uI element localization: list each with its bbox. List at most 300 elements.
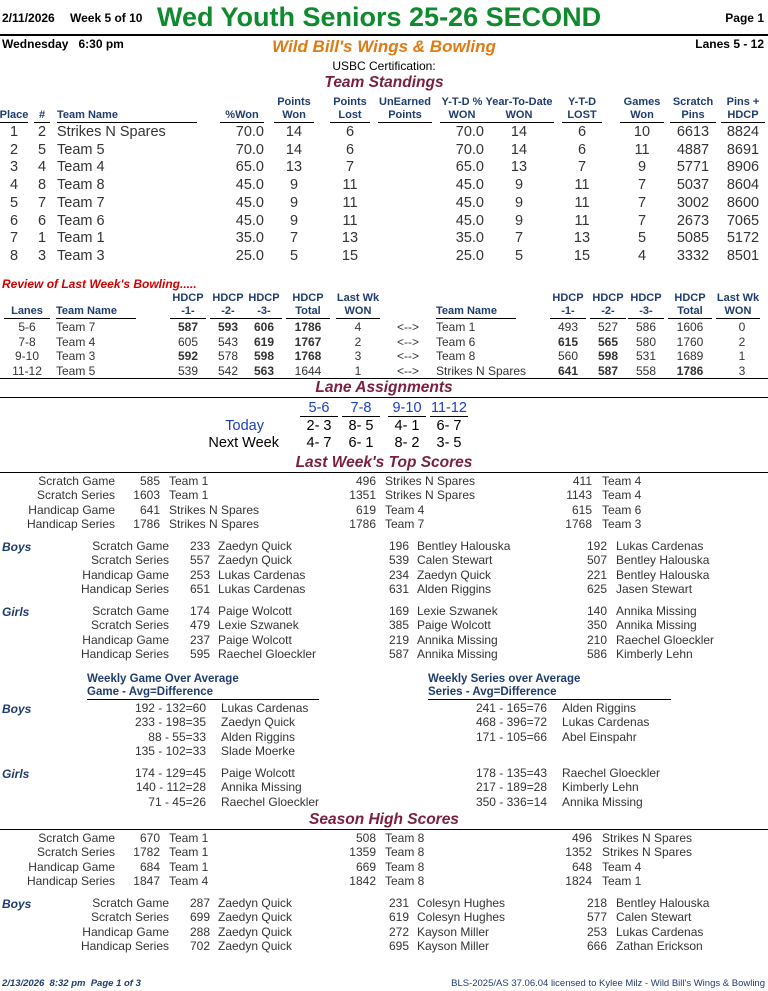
score-value: 1352 xyxy=(565,845,592,860)
review-score-b: 586 xyxy=(635,320,657,334)
standings-header-ytdwon: Year-To-Date WON xyxy=(485,96,553,121)
score-name: Team 8 xyxy=(385,859,425,874)
standings-row-4-pinshdcp: 8604 xyxy=(726,177,760,194)
score-value: 287 xyxy=(189,896,210,910)
standings-row-1-games: 10 xyxy=(633,124,651,140)
category-label: Handicap Game xyxy=(82,567,169,582)
standings-row-6-num: 6 xyxy=(37,212,47,229)
lane-assignments-title: Lane Assignments xyxy=(315,379,453,396)
page-number: Page 1 xyxy=(725,11,764,25)
score-name: Team 7 xyxy=(385,516,425,531)
category-label: Handicap Series xyxy=(80,581,169,596)
standings-row-7-ptswon: 7 xyxy=(289,230,299,247)
review-score-b: 615 xyxy=(557,334,579,349)
standings-row-3-ptswon: 13 xyxy=(285,159,303,176)
over-name: Lukas Cardenas xyxy=(562,715,650,730)
category-label: Scratch Game xyxy=(38,831,115,845)
score-value: 210 xyxy=(586,632,607,647)
category-label: Scratch Series xyxy=(36,845,115,860)
review-score-a: 578 xyxy=(217,349,239,363)
review-header-won: Last Wk WON xyxy=(336,292,380,317)
standings-row-3-games: 9 xyxy=(637,159,647,176)
review-arrow: <--> xyxy=(397,334,420,349)
standings-row-6-team: Team 6 xyxy=(57,212,105,229)
score-value: 272 xyxy=(388,924,409,939)
category-label: Scratch Game xyxy=(38,474,115,488)
review-team-b: Team 8 xyxy=(436,349,476,363)
score-name: Lukas Cardenas xyxy=(218,567,306,582)
standings-row-1-ytdlost: 6 xyxy=(577,124,587,140)
review-score-a: 543 xyxy=(217,334,239,349)
category-label: Scratch Series xyxy=(90,910,169,925)
standings-row-3-ptslost: 7 xyxy=(345,159,355,176)
lane-next: 8- 2 xyxy=(394,435,420,451)
league-title: Wed Youth Seniors 25-26 SECOND xyxy=(157,2,602,32)
score-value: 174 xyxy=(189,604,210,618)
standings-row-8-ptslost: 15 xyxy=(341,247,359,264)
header-divider xyxy=(0,34,768,36)
day-time: Wednesday 6:30 pm xyxy=(2,37,124,51)
standings-row-1-ytdwon: 14 xyxy=(510,124,528,140)
review-header-total: HDCP Total xyxy=(286,292,330,319)
score-value: 496 xyxy=(355,474,376,488)
standings-row-7-team: Team 1 xyxy=(57,230,105,247)
standings-row-3-num: 4 xyxy=(37,159,47,176)
review-score-a: 563 xyxy=(253,363,275,378)
category-label: Handicap Game xyxy=(82,632,169,647)
review-score-a: 598 xyxy=(253,349,275,363)
over-name: Kimberly Lehn xyxy=(562,780,639,795)
category-label: Scratch Series xyxy=(90,618,169,633)
over-name: Raechel Gloeckler xyxy=(221,794,320,809)
standings-row-8-pctwon: 25.0 xyxy=(235,247,264,264)
standings-header-pinshdcp: Pins + HDCP xyxy=(721,96,765,123)
standings-row-6-ptslost: 11 xyxy=(342,212,358,229)
lane-header: 7-8 xyxy=(342,400,380,417)
score-name: Annika Missing xyxy=(616,604,697,618)
standings-row-1-team: Strikes N Spares xyxy=(57,124,166,140)
standings-row-6-pctwon: 45.0 xyxy=(235,212,264,229)
score-name: Bentley Halouska xyxy=(616,896,710,910)
over-name: Abel Einspahr xyxy=(562,729,637,744)
standings-row-4-ytdlost: 11 xyxy=(574,177,590,194)
standings-row-5-games: 7 xyxy=(637,194,647,211)
score-name: Zaedyn Quick xyxy=(218,924,293,939)
report-date: 2/11/2026 xyxy=(2,11,55,25)
score-name: Team 1 xyxy=(169,859,209,874)
score-name: Kimberly Lehn xyxy=(616,646,693,661)
review-score-b: 560 xyxy=(557,349,579,363)
boys-label: Boys xyxy=(2,702,32,716)
standings-row-5-ytdlost: 11 xyxy=(574,194,590,211)
standings-row-8-ytdlost: 15 xyxy=(573,247,591,264)
category-label: Scratch Game xyxy=(92,604,169,618)
score-name: Team 1 xyxy=(169,488,209,503)
review-header-g3: HDCP -3- xyxy=(246,292,282,319)
score-value: 669 xyxy=(355,859,376,874)
over-diff: 192 - 132=60 xyxy=(134,701,206,715)
review-score-a: 542 xyxy=(217,363,239,378)
review-score-b: 531 xyxy=(635,349,657,363)
review-won-a: 3 xyxy=(354,349,362,363)
score-value: 648 xyxy=(571,859,592,874)
score-value: 1143 xyxy=(566,488,592,503)
score-value: 253 xyxy=(586,924,607,939)
standings-row-7-ytdwon: 7 xyxy=(514,230,524,247)
review-header-g1-b: HDCP -1- xyxy=(550,292,586,319)
score-name: Annika Missing xyxy=(417,632,498,647)
score-name: Team 3 xyxy=(602,516,642,531)
score-name: Annika Missing xyxy=(417,646,498,661)
score-value: 1603 xyxy=(133,488,160,503)
standings-row-7-num: 1 xyxy=(37,230,47,247)
review-header-lanes: Lanes xyxy=(4,292,50,319)
score-value: 1768 xyxy=(565,516,592,531)
standings-row-5-pinshdcp: 8600 xyxy=(726,194,760,211)
score-value: 539 xyxy=(388,553,409,568)
standings-row-4-pctwon: 45.0 xyxy=(235,177,264,194)
standings-row-7-ptslost: 13 xyxy=(341,230,359,247)
score-value: 1847 xyxy=(133,873,160,888)
review-score-a: 593 xyxy=(217,320,239,334)
standings-row-8-games: 4 xyxy=(637,247,647,264)
standings-row-4-ptswon: 9 xyxy=(289,177,299,194)
review-team-b: Team 6 xyxy=(436,334,476,349)
score-value: 666 xyxy=(586,938,607,953)
game-over-subtitle: Game - Avg=Difference xyxy=(87,686,319,700)
score-name: Zaedyn Quick xyxy=(218,938,293,953)
score-value: 169 xyxy=(388,604,409,618)
review-score-b: 1606 xyxy=(676,320,704,334)
score-value: 140 xyxy=(586,604,607,618)
review-score-b: 1689 xyxy=(676,349,704,363)
review-team-b: Team 1 xyxy=(436,320,476,334)
standings-row-3-ytdwon: 13 xyxy=(510,159,528,176)
score-value: 1786 xyxy=(133,516,160,531)
footer-right: BLS-2025/AS 37.06.04 licensed to Kylee Milz - Wild Bill's Wings & Bowling xyxy=(451,978,765,989)
standings-row-8-team: Team 3 xyxy=(57,247,105,264)
score-value: 641 xyxy=(139,502,160,517)
standings-row-2-ytdpct: 70.0 xyxy=(455,141,484,158)
over-diff: 217 - 189=28 xyxy=(475,780,547,795)
standings-header-ptslost: Points Lost xyxy=(330,96,370,123)
standings-row-5-team: Team 7 xyxy=(57,194,105,211)
score-name: Team 1 xyxy=(169,474,209,488)
review-arrow: <--> xyxy=(397,320,420,334)
review-score-a: 1786 xyxy=(294,320,322,334)
review-lanes: 7-8 xyxy=(18,334,36,349)
lane-header: 5-6 xyxy=(300,400,338,417)
standings-row-7-pinshdcp: 5172 xyxy=(726,230,760,247)
standings-row-8-ytdpct: 25.0 xyxy=(455,247,484,264)
review-score-b: 1760 xyxy=(676,334,704,349)
standings-row-3-ytdlost: 7 xyxy=(577,159,587,176)
lane-header: 9-10 xyxy=(388,400,426,417)
standings-row-5-place: 5 xyxy=(9,194,19,211)
standings-row-3-team: Team 4 xyxy=(57,159,105,176)
score-value: 619 xyxy=(355,502,376,517)
score-name: Zaedyn Quick xyxy=(218,910,293,925)
review-team-b: Strikes N Spares xyxy=(436,363,527,378)
standings-row-6-ptswon: 9 xyxy=(289,212,299,229)
standings-row-4-place: 4 xyxy=(9,177,19,194)
standings-row-6-ytdlost: 11 xyxy=(574,212,590,229)
score-value: 615 xyxy=(571,502,592,517)
score-name: Strikes N Spares xyxy=(169,516,260,531)
category-label: Handicap Series xyxy=(80,938,169,953)
score-value: 1782 xyxy=(133,845,160,860)
footer-left: 2/13/2026 8:32 pm Page 1 of 3 xyxy=(2,978,141,989)
review-arrow: <--> xyxy=(397,349,420,363)
standings-header-unearned: UnEarned Points xyxy=(379,96,431,121)
standings-row-4-scratch: 5037 xyxy=(676,177,710,194)
standings-row-4-ptslost: 11 xyxy=(342,177,358,194)
score-value: 631 xyxy=(388,581,409,596)
over-diff: 468 - 396=72 xyxy=(475,715,547,730)
review-header-g3-b: HDCP -3- xyxy=(628,292,664,319)
lane-today: 8- 5 xyxy=(348,418,374,434)
review-header-team: Team Name xyxy=(56,292,136,319)
score-value: 587 xyxy=(388,646,409,661)
score-value: 350 xyxy=(586,618,607,633)
standings-row-2-ptslost: 6 xyxy=(345,141,355,158)
score-name: Kayson Miller xyxy=(417,938,490,953)
standings-row-2-scratch: 4887 xyxy=(676,141,710,158)
review-score-b: 587 xyxy=(597,363,619,378)
standings-row-1-place: 1 xyxy=(9,124,19,140)
score-name: Calen Stewart xyxy=(616,910,692,925)
score-name: Alden Riggins xyxy=(417,581,492,596)
score-value: 1842 xyxy=(349,873,376,888)
standings-row-7-pctwon: 35.0 xyxy=(235,230,264,247)
score-name: Team 1 xyxy=(169,845,209,860)
score-value: 625 xyxy=(586,581,607,596)
score-value: 218 xyxy=(586,896,607,910)
score-name: Lexie Szwanek xyxy=(218,618,299,633)
standings-row-4-team: Team 8 xyxy=(57,177,105,194)
review-header-won-b: Last Wk WON xyxy=(716,292,760,317)
score-name: Zaedyn Quick xyxy=(218,539,293,553)
standings-row-6-pinshdcp: 7065 xyxy=(726,212,760,229)
standings-row-1-num: 2 xyxy=(37,124,47,140)
standings-row-4-ytdwon: 9 xyxy=(514,177,524,194)
standings-row-6-place: 6 xyxy=(9,212,19,229)
score-value: 595 xyxy=(189,646,210,661)
review-score-b: 1786 xyxy=(676,363,704,378)
score-value: 411 xyxy=(572,474,592,488)
score-name: Colesyn Hughes xyxy=(417,896,506,910)
score-value: 557 xyxy=(189,553,210,568)
review-lanes: 11-12 xyxy=(12,363,42,378)
score-value: 507 xyxy=(586,553,607,568)
score-value: 1359 xyxy=(349,845,376,860)
review-score-b: 598 xyxy=(597,349,619,363)
over-name: Lukas Cardenas xyxy=(221,701,309,715)
standings-row-7-ytdlost: 13 xyxy=(573,230,591,247)
score-name: Lukas Cardenas xyxy=(616,924,704,939)
review-score-a: 606 xyxy=(253,320,275,334)
today-label: Today xyxy=(225,418,264,434)
standings-row-5-ptslost: 11 xyxy=(342,194,358,211)
score-name: Jasen Stewart xyxy=(616,581,693,596)
season-high-title: Season High Scores xyxy=(309,811,459,828)
girls-label: Girls xyxy=(2,605,30,619)
score-name: Team 4 xyxy=(169,873,209,888)
standings-row-8-pinshdcp: 8501 xyxy=(726,247,760,264)
over-diff: 350 - 336=14 xyxy=(475,794,547,809)
score-name: Bentley Halouska xyxy=(616,553,710,568)
score-value: 385 xyxy=(388,618,409,633)
score-value: 508 xyxy=(355,831,376,845)
score-name: Paige Wolcott xyxy=(417,618,491,633)
score-name: Team 6 xyxy=(602,502,642,517)
score-name: Strikes N Spares xyxy=(602,831,693,845)
certification: USBC Certification: xyxy=(332,59,436,73)
score-name: Team 8 xyxy=(385,845,425,860)
over-diff: 88 - 55=33 xyxy=(148,729,206,744)
score-name: Lukas Cardenas xyxy=(616,539,704,553)
score-name: Strikes N Spares xyxy=(385,488,476,503)
score-value: 479 xyxy=(189,618,210,633)
review-lanes: 9-10 xyxy=(14,349,40,363)
score-value: 695 xyxy=(388,938,409,953)
standings-row-3-pinshdcp: 8906 xyxy=(726,159,760,176)
over-name: Annika Missing xyxy=(562,794,643,809)
standings-header-place: Place xyxy=(0,96,28,123)
review-won-b: 0 xyxy=(738,320,746,334)
score-name: Lukas Cardenas xyxy=(218,581,306,596)
standings-row-8-ytdwon: 5 xyxy=(514,247,524,264)
lane-next: 6- 1 xyxy=(348,435,374,451)
top-scores-title: Last Week's Top Scores xyxy=(295,454,473,471)
standings-row-5-scratch: 3002 xyxy=(676,194,710,211)
over-diff: 71 - 45=26 xyxy=(148,794,206,809)
score-value: 684 xyxy=(139,859,160,874)
standings-row-8-num: 3 xyxy=(37,247,47,264)
category-label: Scratch Game xyxy=(92,896,169,910)
category-label: Scratch Series xyxy=(36,488,115,503)
score-name: Zaedyn Quick xyxy=(417,567,492,582)
category-label: Handicap Series xyxy=(80,646,169,661)
score-name: Strikes N Spares xyxy=(385,474,476,488)
standings-header-games: Games Won xyxy=(620,96,664,123)
standings-row-7-scratch: 5085 xyxy=(676,230,710,247)
review-score-b: 565 xyxy=(597,334,619,349)
review-score-a: 539 xyxy=(177,363,199,378)
girls-label: Girls xyxy=(2,767,30,781)
series-over-title: Weekly Series over Average xyxy=(428,673,581,685)
over-diff: 140 - 112=28 xyxy=(135,780,206,795)
review-won-a: 2 xyxy=(354,334,362,349)
score-value: 231 xyxy=(388,896,409,910)
standings-row-6-ytdwon: 9 xyxy=(514,212,524,229)
review-score-a: 592 xyxy=(177,349,199,363)
lane-today: 6- 7 xyxy=(436,418,462,434)
standings-row-8-scratch: 3332 xyxy=(676,247,710,264)
review-score-b: 527 xyxy=(597,320,619,334)
standings-row-2-team: Team 5 xyxy=(57,141,105,158)
review-header-team-b: Team Name xyxy=(436,292,516,319)
standings-row-5-ptswon: 9 xyxy=(289,194,299,211)
score-name: Team 8 xyxy=(385,831,425,845)
standings-row-2-ytdwon: 14 xyxy=(510,141,528,158)
standings-row-7-games: 5 xyxy=(637,230,647,247)
score-value: 1786 xyxy=(349,516,376,531)
score-name: Team 8 xyxy=(385,873,425,888)
standings-row-8-place: 8 xyxy=(9,247,19,264)
category-label: Scratch Game xyxy=(92,539,169,553)
score-value: 233 xyxy=(189,539,210,553)
series-over-subtitle: Series - Avg=Difference xyxy=(428,686,671,700)
standings-row-7-place: 7 xyxy=(9,230,19,247)
venue-name: Wild Bill's Wings & Bowling xyxy=(272,37,496,56)
standings-row-5-ytdpct: 45.0 xyxy=(455,194,484,211)
score-name: Colesyn Hughes xyxy=(417,910,506,925)
standings-header-ytdpct: Y-T-D % WON xyxy=(441,96,483,121)
review-title: Review of Last Week's Bowling..... xyxy=(2,277,197,291)
score-name: Paige Wolcott xyxy=(218,632,292,647)
score-value: 221 xyxy=(586,567,607,582)
score-name: Team 4 xyxy=(602,474,642,488)
score-value: 619 xyxy=(388,910,409,925)
score-name: Calen Stewart xyxy=(417,553,493,568)
review-header-g2-b: HDCP -2- xyxy=(590,292,626,319)
review-score-b: 493 xyxy=(557,320,579,334)
lane-header: 11-12 xyxy=(430,400,467,416)
standings-row-1-ptslost: 6 xyxy=(345,124,355,140)
category-label: Handicap Game xyxy=(28,502,115,517)
review-score-b: 580 xyxy=(635,334,657,349)
standings-row-2-pinshdcp: 8691 xyxy=(726,141,760,158)
category-label: Handicap Game xyxy=(82,924,169,939)
score-value: 651 xyxy=(189,581,210,596)
score-name: Strikes N Spares xyxy=(602,845,693,860)
review-score-a: 1767 xyxy=(294,334,322,349)
score-name: Paige Wolcott xyxy=(218,604,292,618)
standings-row-3-place: 3 xyxy=(9,159,19,176)
standings-row-2-ptswon: 14 xyxy=(285,141,303,158)
review-team-a: Team 5 xyxy=(56,363,96,378)
standings-row-3-scratch: 5771 xyxy=(676,159,710,176)
review-won-b: 1 xyxy=(738,349,746,363)
review-score-b: 641 xyxy=(557,363,579,378)
over-diff: 241 - 165=76 xyxy=(475,701,547,715)
score-name: Team 1 xyxy=(602,873,642,888)
score-value: 1351 xyxy=(349,488,376,503)
boys-label: Boys xyxy=(2,897,32,911)
score-name: Bentley Halouska xyxy=(417,539,511,553)
lane-today: 2- 3 xyxy=(306,418,332,434)
over-diff: 174 - 129=45 xyxy=(134,766,206,780)
score-name: Zaedyn Quick xyxy=(218,553,293,568)
standings-row-2-games: 11 xyxy=(634,141,650,158)
over-name: Paige Wolcott xyxy=(221,766,295,780)
week-indicator: Week 5 of 10 xyxy=(70,11,143,25)
score-name: Team 4 xyxy=(385,502,425,517)
standings-header-ytdlost: Y-T-D LOST xyxy=(562,96,602,123)
over-name: Annika Missing xyxy=(221,780,302,795)
score-value: 577 xyxy=(586,910,607,925)
lane-divider-bottom xyxy=(0,397,768,398)
standings-row-4-games: 7 xyxy=(637,177,647,194)
score-value: 288 xyxy=(189,924,210,939)
review-team-a: Team 3 xyxy=(56,349,96,363)
standings-row-4-ytdpct: 45.0 xyxy=(455,177,484,194)
score-name: Bentley Halouska xyxy=(616,567,710,582)
score-value: 1824 xyxy=(565,873,592,888)
score-name: Raechel Gloeckler xyxy=(218,646,317,661)
score-value: 586 xyxy=(586,646,607,661)
